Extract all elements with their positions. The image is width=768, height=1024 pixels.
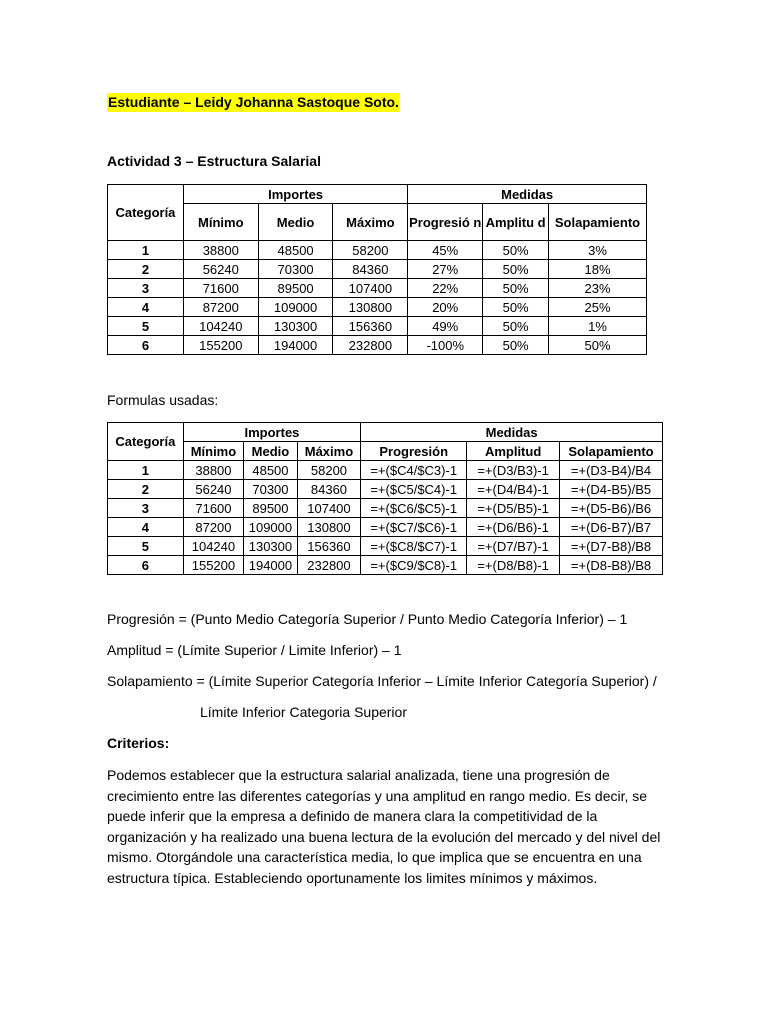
- formulas-table: [107, 422, 663, 575]
- criterios-paragraph: Podemos establecer que la estructura salarial analizada, tiene una progresión de crecimiento entre las diferentes categorías y una amplitud en rango medio. Es decir, se puede inferir que la empresa a definido de manera clara la competitividad de la organización y ha realizado una buena lectura de la evolución del mercado y del nivel del mismo. Otorgándole una característica media, lo que implica que se encuentra en una estructura típica. Estableciendo oportunamente los limites mínimos y máximos.: [107, 767, 661, 886]
- table-cell: 71600: [183, 499, 244, 518]
- table-cell: 104240: [183, 537, 244, 556]
- category-cell: 4: [108, 298, 184, 317]
- header-importes: Importes: [183, 185, 407, 204]
- header-maximo: Máximo: [333, 204, 408, 241]
- header-solapamiento: Solapamiento: [549, 204, 647, 241]
- table-cell: =+(D7/B7)-1: [467, 537, 560, 556]
- table-cell: 130300: [258, 317, 333, 336]
- definition-solapamiento-cont: Límite Inferior Categoria Superior: [200, 704, 407, 720]
- table-cell: 70300: [258, 260, 333, 279]
- category-cell: 3: [108, 499, 184, 518]
- header-minimo: Mínimo: [183, 204, 258, 241]
- table-cell: =+(D4/B4)-1: [467, 480, 560, 499]
- table-cell: 56240: [183, 260, 258, 279]
- category-cell: 4: [108, 518, 184, 537]
- definition-solapamiento: Solapamiento = (Límite Superior Categoría Inferior – Límite Inferior Categoría Superior) /: [107, 673, 657, 689]
- table-row: [108, 298, 647, 317]
- table-cell: 50%: [483, 336, 549, 355]
- table-cell: =+($C6/$C5)-1: [361, 499, 467, 518]
- table-cell: 48500: [258, 241, 333, 260]
- table-cell: 50%: [483, 260, 549, 279]
- category-cell: 5: [108, 317, 184, 336]
- header-medidas: Medidas: [361, 423, 663, 442]
- table-cell: 58200: [297, 461, 361, 480]
- category-cell: 5: [108, 537, 184, 556]
- table-cell: 20%: [408, 298, 483, 317]
- table-cell: 48500: [244, 461, 297, 480]
- table-cell: 71600: [183, 279, 258, 298]
- category-cell: 6: [108, 556, 184, 575]
- formulas-title: Formulas usadas:: [107, 392, 219, 408]
- table-cell: 22%: [408, 279, 483, 298]
- table-cell: 84360: [297, 480, 361, 499]
- table-cell: 89500: [258, 279, 333, 298]
- table-row: [108, 499, 663, 518]
- table-cell: 27%: [408, 260, 483, 279]
- table-cell: =+(D7-B8)/B8: [560, 537, 663, 556]
- category-cell: 2: [108, 480, 184, 499]
- table-cell: 38800: [183, 461, 244, 480]
- table-cell: 70300: [244, 480, 297, 499]
- header-amplitud: Amplitu d: [483, 204, 549, 241]
- table-cell: =+($C5/$C4)-1: [361, 480, 467, 499]
- table-cell: 155200: [183, 556, 244, 575]
- header-categoria: Categoría: [108, 423, 184, 461]
- table-cell: 87200: [183, 518, 244, 537]
- header-medio: Medio: [244, 442, 297, 461]
- table-cell: =+($C4/$C3)-1: [361, 461, 467, 480]
- table-row: [108, 518, 663, 537]
- table-cell: =+(D6-B7)/B7: [560, 518, 663, 537]
- table-cell: 45%: [408, 241, 483, 260]
- table-cell: 1%: [549, 317, 647, 336]
- table-cell: =+(D8/B8)-1: [467, 556, 560, 575]
- table-cell: 50%: [483, 241, 549, 260]
- table-cell: 104240: [183, 317, 258, 336]
- table-cell: 156360: [333, 317, 408, 336]
- salary-structure-table: [107, 184, 647, 355]
- table-cell: 194000: [258, 336, 333, 355]
- table-row: [108, 317, 647, 336]
- table-row: [108, 461, 663, 480]
- category-cell: 6: [108, 336, 184, 355]
- table-row: [108, 241, 647, 260]
- table-cell: =+(D5/B5)-1: [467, 499, 560, 518]
- table-cell: 56240: [183, 480, 244, 499]
- header-medidas: Medidas: [408, 185, 647, 204]
- header-progresion: Progresión: [361, 442, 467, 461]
- definition-amplitud: Amplitud = (Límite Superior / Limite Inferior) – 1: [107, 642, 402, 658]
- table-row: [108, 480, 663, 499]
- table-row: [108, 556, 663, 575]
- table-cell: 109000: [244, 518, 297, 537]
- category-cell: 1: [108, 461, 184, 480]
- table-cell: =+($C8/$C7)-1: [361, 537, 467, 556]
- table-cell: 155200: [183, 336, 258, 355]
- table-cell: 3%: [549, 241, 647, 260]
- table-cell: 130800: [333, 298, 408, 317]
- table-cell: 18%: [549, 260, 647, 279]
- header-importes: Importes: [183, 423, 361, 442]
- header-medio: Medio: [258, 204, 333, 241]
- table-cell: 58200: [333, 241, 408, 260]
- activity-title: Actividad 3 – Estructura Salarial: [107, 153, 321, 169]
- table-cell: 89500: [244, 499, 297, 518]
- table-cell: 130300: [244, 537, 297, 556]
- definition-progresion: Progresión = (Punto Medio Categoría Superior / Punto Medio Categoría Inferior) – 1: [107, 611, 628, 627]
- table-cell: 107400: [333, 279, 408, 298]
- header-solapamiento: Solapamiento: [560, 442, 663, 461]
- category-cell: 1: [108, 241, 184, 260]
- table-cell: 50%: [483, 279, 549, 298]
- table-cell: =+(D6/B6)-1: [467, 518, 560, 537]
- table-cell: 232800: [297, 556, 361, 575]
- category-cell: 3: [108, 279, 184, 298]
- table-cell: 156360: [297, 537, 361, 556]
- table-cell: =+(D4-B5)/B5: [560, 480, 663, 499]
- table-cell: =+(D3-B4)/B4: [560, 461, 663, 480]
- table-cell: 50%: [549, 336, 647, 355]
- table-cell: 194000: [244, 556, 297, 575]
- table-cell: 25%: [549, 298, 647, 317]
- table-cell: 107400: [297, 499, 361, 518]
- table-cell: 84360: [333, 260, 408, 279]
- table-row: [108, 537, 663, 556]
- table-cell: -100%: [408, 336, 483, 355]
- table-cell: 49%: [408, 317, 483, 336]
- table-cell: =+(D5-B6)/B6: [560, 499, 663, 518]
- table-cell: =+(D3/B3)-1: [467, 461, 560, 480]
- table-cell: 232800: [333, 336, 408, 355]
- table-row: [108, 260, 647, 279]
- table-cell: =+($C9/$C8)-1: [361, 556, 467, 575]
- table-cell: 109000: [258, 298, 333, 317]
- table-cell: 50%: [483, 298, 549, 317]
- table-cell: 130800: [297, 518, 361, 537]
- table-cell: 50%: [483, 317, 549, 336]
- header-categoria: Categoría: [108, 185, 184, 241]
- header-maximo: Máximo: [297, 442, 361, 461]
- category-cell: 2: [108, 260, 184, 279]
- table-cell: =+(D8-B8)/B8: [560, 556, 663, 575]
- table-cell: 87200: [183, 298, 258, 317]
- header-amplitud: Amplitud: [467, 442, 560, 461]
- student-name: Estudiante – Leidy Johanna Sastoque Soto.: [108, 94, 399, 110]
- table-cell: 23%: [549, 279, 647, 298]
- header-progresion: Progresió n: [408, 204, 483, 241]
- table-cell: 38800: [183, 241, 258, 260]
- table-cell: =+($C7/$C6)-1: [361, 518, 467, 537]
- header-minimo: Mínimo: [183, 442, 244, 461]
- criterios-title: Criterios:: [107, 735, 170, 751]
- table-row: [108, 336, 647, 355]
- table-row: [108, 279, 647, 298]
